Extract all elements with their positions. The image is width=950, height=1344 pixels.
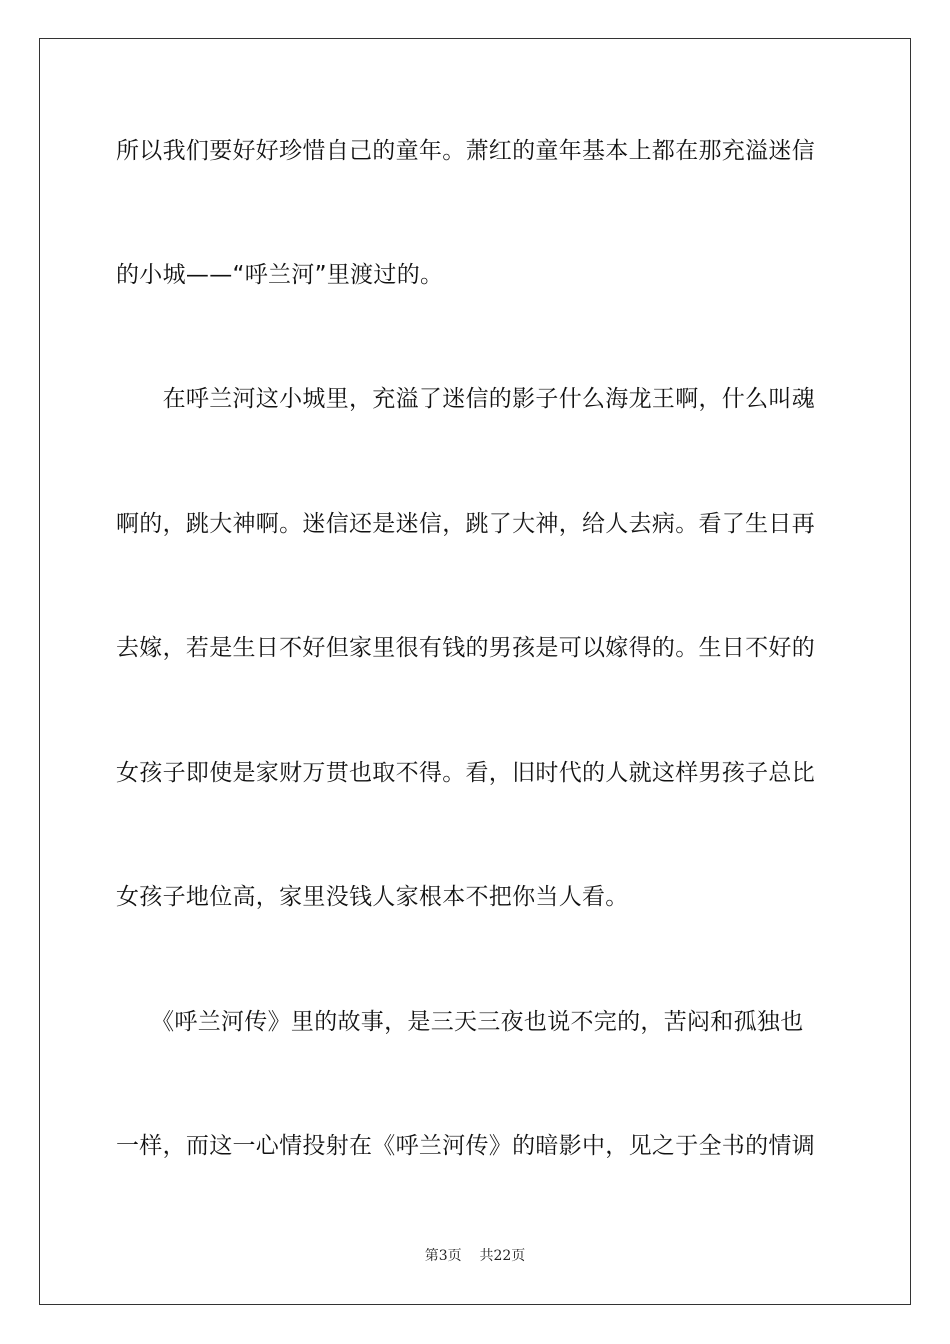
text-line-1: 所以我们要好好珍惜自己的童年。萧红的童年基本上都在那充溢迷信 — [116, 138, 815, 164]
page-border — [39, 38, 911, 1305]
text-line-4: 啊的，跳大神啊。迷信还是迷信，跳了大神，给人去病。看了生日再 — [116, 511, 815, 537]
text-line-3: 在呼兰河这小城里，充溢了迷信的影子什么海龙王啊，什么叫魂 — [116, 386, 815, 412]
page-number: 第3页 — [424, 1248, 462, 1264]
page-footer — [0, 1246, 950, 1266]
text-line-5: 去嫁，若是生日不好但家里很有钱的男孩是可以嫁得的。生日不好的 — [116, 635, 815, 661]
text-line-7: 女孩子地位高，家里没钱人家根本不把你当人看。 — [116, 884, 629, 910]
page-total: 共22页 — [479, 1248, 526, 1264]
text-line-9: 一样，而这一心情投射在《呼兰河传》的暗影中，见之于全书的情调 — [116, 1133, 815, 1159]
text-line-2: 的小城——“呼兰河”里渡过的。 — [116, 262, 444, 288]
text-line-6: 女孩子即使是家财万贯也取不得。看，旧时代的人就这样男孩子总比 — [116, 760, 815, 786]
text-line-8: 《呼兰河传》里的故事，是三天三夜也说不完的，苦闷和孤独也 — [116, 1009, 804, 1035]
